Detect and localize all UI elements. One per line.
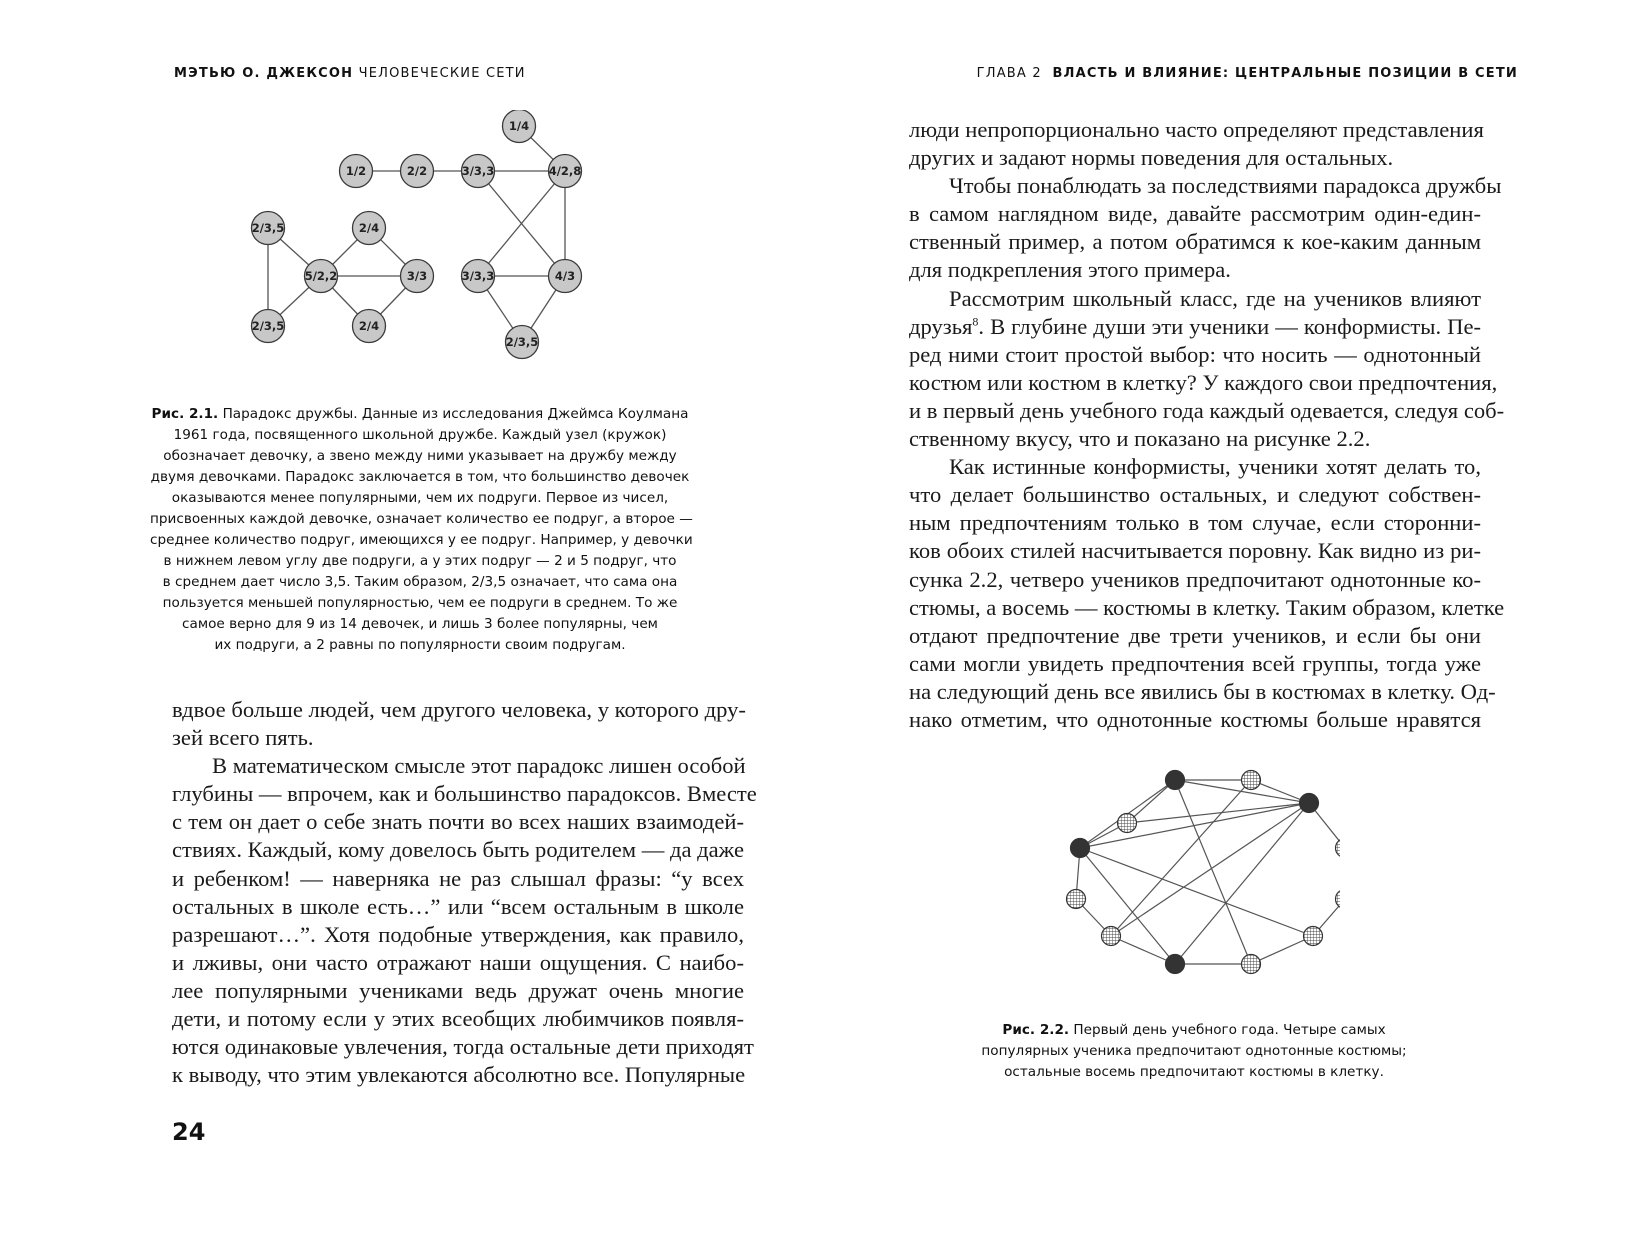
text-line: других и задают нормы поведения для остальных. [909, 145, 1394, 171]
girl-node [340, 155, 373, 188]
caption-line: двумя девочками. Парадокс заключается в том, что большинство девочек [150, 469, 690, 485]
text-line: для подкрепления этого примера. [909, 257, 1231, 283]
page-number-left: 24 [172, 1118, 206, 1146]
text-line: что делает большинство остальных, и следуют собствен- [909, 482, 1481, 508]
solid-suit-student-node [1166, 955, 1185, 974]
girl-node [506, 326, 539, 359]
figure-2-2-caption [966, 1020, 1422, 1083]
running-head-chapter-title: ВЛАСТЬ И ВЛИЯНИЕ: ЦЕНТРАЛЬНЫЕ ПОЗИЦИИ В СЕТИ [1052, 66, 1518, 81]
caption-line: присвоенных каждой девочке, означает количество ее подруг, а второе — [150, 511, 693, 527]
girl-node [401, 260, 434, 293]
text-line: Как истинные конформисты, ученики хотят делать то, [949, 454, 1481, 480]
solid-suit-student-node [1166, 771, 1185, 790]
figure-2-1 [250, 110, 590, 370]
girl-node [353, 212, 386, 245]
girl-node [503, 110, 536, 143]
text-line: в самом наглядном виде, давайте рассмотрим один-един- [909, 201, 1481, 227]
text-line: и лживы, они часто отражают наши ощущения. С наибо- [172, 949, 744, 975]
text-line: вдвое больше людей, чем другого человека, у которого дру- [172, 697, 746, 722]
caption-line: в среднем дает число 3,5. Таким образом, 2/3,5 означает, что сама она [162, 574, 678, 590]
text-line: друзья$^8$. В глубине души эти ученики — конформисты. Пе- [909, 313, 1481, 339]
text-line: остальных в школе есть…” или “всем остальным в школе [172, 893, 744, 919]
friendship-edge [1175, 780, 1251, 964]
node-label: 4/2,8 [548, 164, 582, 179]
node-label: 3/3 [406, 269, 428, 284]
text-line: ствиях. Каждый, кому довелось быть родителем — да даже [172, 837, 744, 863]
node-label: 3/3,3 [461, 164, 495, 179]
text-line: глубины — впрочем, как и большинство парадоксов. Вместе [172, 781, 757, 807]
running-head-title: ЧЕЛОВЕЧЕСКИЕ СЕТИ [358, 66, 526, 81]
node-label: 2/3,5 [251, 319, 285, 334]
running-head-left [174, 66, 526, 81]
caption-line: среднее количество подруг, имеющихся у ее подруг. Например, у девочки [150, 532, 693, 548]
text-line: ственный пример, а потом обратимся к кое-каким данным [909, 229, 1481, 255]
girl-node [401, 155, 434, 188]
girl-node [549, 260, 582, 293]
node-label: 3/3,3 [461, 269, 495, 284]
node-label: 2/3,5 [251, 221, 285, 236]
text-line: с тем он дает о себе знать почти во всех наших взаимодей- [172, 809, 744, 835]
text-line: люди непропорционально часто определяют представления [909, 117, 1484, 142]
text-line: ред ними стоит простой выбор: что носить — однотонный [909, 341, 1481, 367]
friendship-edge [1080, 848, 1313, 936]
text-line: костюм или костюм в клетку? У каждого свои предпочтения, [909, 369, 1498, 395]
caption-line: Рис. 2.1. Парадокс дружбы. Данные из исследования Джеймса Коулмана [151, 406, 689, 422]
text-line: сами могли увидеть предпочтения всей группы, тогда уже [909, 650, 1481, 676]
text-line: и ребенком! — наверняка не раз слышал фразы: “у всех [172, 865, 744, 891]
checked-suit-student-node [1242, 771, 1261, 790]
node-label: 4/3 [554, 269, 576, 284]
conformity-network-diagram [1040, 760, 1340, 980]
running-head-right [977, 66, 1518, 81]
friendship-edge [1127, 803, 1309, 823]
body-text-right [909, 116, 1505, 734]
caption-label: Рис. 2.2. [1002, 1022, 1070, 1038]
node-label: 2/2 [406, 164, 428, 179]
girl-node [462, 155, 495, 188]
text-line: Чтобы понаблюдать за последствиями парадокса дружбы [949, 173, 1502, 199]
solid-suit-student-node [1300, 794, 1319, 813]
caption-line: обозначает девочку, а звено между ними указывает на дружбу между [163, 448, 677, 464]
text-line: ков обоих стилей насчитывается поровну. Как видно из ри- [909, 538, 1481, 564]
caption-line: популярных ученика предпочитают однотонные костюмы; [981, 1043, 1407, 1059]
running-head-chapter: ГЛАВА 2 [976, 66, 1042, 81]
caption-line: самое верно для 9 из 14 девочек, и лишь 3 более популярны, чем [182, 616, 658, 632]
checked-suit-student-node [1336, 839, 1341, 858]
running-head-author: МЭТЬЮ О. ДЖЕКСОН [174, 66, 354, 81]
node-label: 1/4 [508, 119, 530, 134]
text-line: отдают предпочтение две трети учеников, и если бы они [909, 622, 1481, 648]
checked-suit-student-node [1102, 927, 1121, 946]
checked-suit-student-node [1067, 890, 1086, 909]
node-label: 2/4 [358, 221, 380, 236]
text-line: нако отметим, что однотонные костюмы больше нравятся [909, 706, 1481, 732]
node-label: 2/4 [358, 319, 380, 334]
girl-node [305, 260, 338, 293]
caption-line: Рис. 2.2. Первый день учебного года. Четыре самых [1002, 1022, 1386, 1038]
text-line: зей всего пять. [172, 725, 314, 751]
girl-node [353, 310, 386, 343]
girl-node [252, 212, 285, 245]
text-line: В математическом смысле этот парадокс лишен особой [212, 753, 746, 779]
friendship-edge [1111, 936, 1175, 964]
girl-node [549, 155, 582, 188]
text-line: разрешают…”. Хотя подобные утверждения, как правило, [172, 921, 744, 947]
girl-node [252, 310, 285, 343]
caption-label: Рис. 2.1. [151, 406, 219, 422]
text-line: стюмы, а восемь — костюмы в клетку. Таким образом, клетке [909, 594, 1505, 620]
checked-suit-student-node [1242, 955, 1261, 974]
node-label: 5/2,2 [304, 269, 338, 284]
caption-line: пользуется меньшей популярностью, чем ее подруги в среднем. То же [162, 595, 678, 611]
figure-2-1-caption [150, 404, 693, 656]
caption-line: 1961 года, посвященного школьной дружбе. Каждый узел (кружок) [173, 427, 667, 443]
text-line: Рассмотрим школьный класс, где на учеников влияют [949, 285, 1481, 311]
text-line: сунка 2.2, четверо учеников предпочитают однотонные ко- [909, 566, 1481, 592]
solid-suit-student-node [1071, 839, 1090, 858]
checked-suit-student-node [1304, 927, 1323, 946]
friendship-edge [1251, 936, 1313, 964]
text-line: на следующий день все явились бы в костюмах в клетку. Од- [909, 678, 1496, 704]
body-text-left [172, 696, 757, 1089]
caption-line: в нижнем левом углу две подруги, а у этих подруг — 2 и 5 подруг, что [163, 553, 677, 569]
text-line: ным предпочтениям только в том случае, если сторонни- [909, 510, 1481, 536]
checked-suit-student-node [1118, 814, 1137, 833]
figure-2-2 [1040, 760, 1340, 980]
node-label: 2/3,5 [505, 335, 539, 350]
text-line: лее популярными учениками ведь дружат очень многие [172, 977, 744, 1003]
text-line: ственному вкусу, что и показано на рисунке 2.2. [909, 426, 1371, 452]
text-line: ются одинаковые увлечения, тогда остальные дети приходят [172, 1034, 754, 1060]
footnote-marker: 8 [972, 314, 979, 329]
caption-line: оказываются менее популярными, чем их подруги. Первое из чисел, [171, 490, 669, 506]
node-label: 1/2 [345, 164, 367, 179]
text-line: дети, и потому если у этих всеобщих любимчиков появля- [172, 1006, 744, 1032]
caption-line: их подруги, а 2 равны по популярности своим подругам. [214, 637, 626, 653]
caption-line: остальные восемь предпочитают костюмы в клетку. [1004, 1064, 1384, 1080]
girl-node [462, 260, 495, 293]
checked-suit-student-node [1336, 890, 1341, 909]
friendship-network-diagram [250, 110, 590, 370]
text-line: и в первый день учебного года каждый одевается, следуя соб- [909, 397, 1505, 423]
text-line: к выводу, что этим увлекаются абсолютно все. Популярные [172, 1062, 746, 1088]
